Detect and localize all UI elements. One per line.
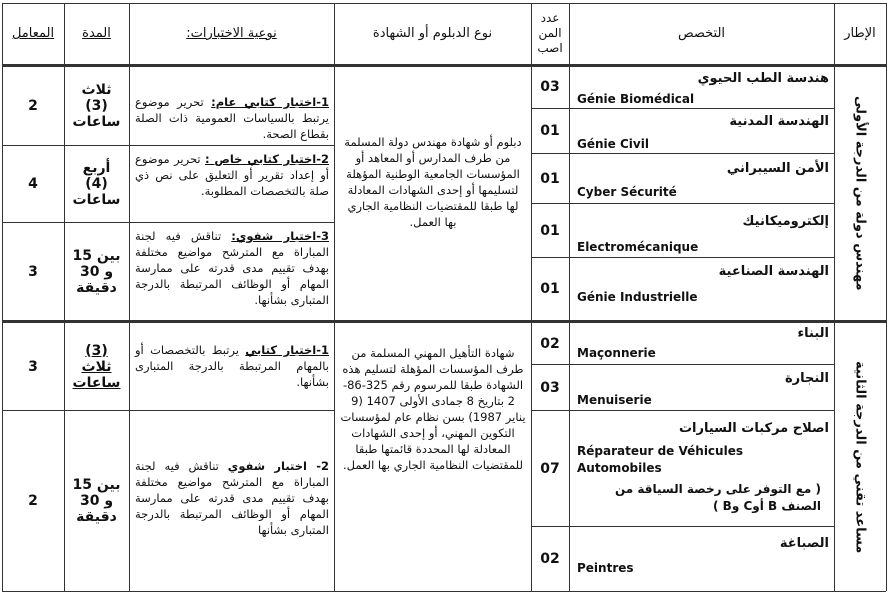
test-description bbox=[135, 342, 329, 390]
test-title: 2- اختبار شفوي bbox=[227, 459, 329, 473]
header-frame: الإطار bbox=[844, 26, 876, 41]
test-title: 2-اختبار كتابي خاص : bbox=[205, 152, 330, 166]
posts-count: 03 bbox=[540, 79, 560, 95]
test-coef: 2 bbox=[28, 97, 38, 114]
col-line bbox=[129, 3, 130, 591]
test-duration: بين 15 و 30 دقيقة bbox=[72, 477, 121, 525]
row-line bbox=[531, 203, 834, 204]
table-border-bottom bbox=[2, 591, 886, 592]
posts-count: 02 bbox=[540, 551, 560, 567]
specialty-fr: Peintres bbox=[577, 561, 634, 575]
posts-count: 02 bbox=[540, 335, 560, 352]
diploma-text: دبلوم أو شهادة مهندس دولة المسلمة من طرف المدارس أو المعاهد أو المؤسسات الجامعية الوطنية المؤهلة لتسليمها أو إحدى الشهادات المعادلة لها طبقا للمقتضيات النظامية الجاري بها العمل. bbox=[344, 135, 522, 229]
specialty-fr: Réparateur de Véhicules Automobiles bbox=[577, 444, 743, 475]
specialty-ar: الهندسة الصناعية bbox=[718, 264, 829, 279]
header-diploma: نوع الدبلوم أو الشهادة bbox=[372, 26, 493, 41]
row-line bbox=[531, 108, 834, 109]
test-title: 3-اختبار شفوي: bbox=[231, 229, 329, 243]
specialty-ar: الهندسة المدنية bbox=[729, 114, 829, 129]
test-title: 1-اختبار كتابي bbox=[245, 343, 329, 357]
specialty-fr: Maçonnerie bbox=[577, 346, 656, 360]
specialty-ar: البناء bbox=[797, 326, 829, 341]
test-description bbox=[135, 94, 329, 142]
frame-grade-2: مساعد تقني من الدرجة الثانية bbox=[852, 360, 868, 554]
specialty-ar: هندسة الطب الحيوي bbox=[697, 71, 829, 86]
posts-count: 01 bbox=[540, 222, 560, 239]
specialty-fr: Cyber Sécurité bbox=[577, 185, 677, 199]
specialty-fr: Génie Industrielle bbox=[577, 290, 698, 304]
test-text: تحرير موضوع أو إعداد تقرير أو التعليق على نص ذي صلة بالتخصصات المطلوبة. bbox=[135, 152, 329, 198]
row-line bbox=[531, 257, 834, 258]
test-coef: 3 bbox=[28, 263, 38, 280]
specialty-ar: الصباغة bbox=[779, 536, 829, 551]
test-description bbox=[135, 151, 329, 199]
specialty-fr: Menuiserie bbox=[577, 393, 652, 407]
test-description bbox=[135, 228, 329, 308]
test-text: تناقش فيه لجنة المباراة مع المترشح مواضيع مختلفة بهدف تقييم مدى قدرته على ممارسة المهام أو الوظائف المرتبطة بالدرجة المتبارى بشأنها bbox=[135, 459, 329, 537]
frame-grade-1: مهندس دولة من الدرجة الأولى bbox=[852, 95, 868, 291]
posts-count: 01 bbox=[540, 170, 560, 187]
posts-count: 03 bbox=[540, 379, 560, 396]
license-note: ( مع التوفر على رخصة السياقة من الصنف B أوC وB ) bbox=[614, 482, 821, 513]
posts-count: 01 bbox=[540, 281, 560, 297]
test-description bbox=[135, 458, 329, 538]
test-coef: 2 bbox=[28, 493, 38, 509]
header-posts: عدد المن اصب bbox=[537, 11, 563, 55]
specialty-fr: Génie Biomédical bbox=[577, 92, 695, 106]
header-specialty: التخصص bbox=[677, 26, 726, 41]
specialty-ar: اصلاح مركبات السيارات bbox=[678, 421, 829, 436]
diploma-text: شهادة التأهيل المهني المسلمة من طرف المؤسسات المؤهلة لتسليم هذه الشهادة طبقا للمرسوم رقم 325-86-2 بتاريخ 8 جمادى الأولى 1407 (9 يناير 1987) بسن نظام عام لمؤسسات التكوين المهني، أو إحدى الشهادات المعادلة لها المحددة قائمتها طبقا للمقتضيات النظامية الجاري بها العمل. bbox=[340, 346, 526, 472]
test-duration: ثلاث (3) ساعات bbox=[72, 81, 121, 130]
row-line bbox=[531, 410, 834, 411]
header-tests: نوعية الاختبارات: bbox=[186, 26, 277, 41]
specialty-ar: الأمن السيبراني bbox=[726, 161, 829, 176]
test-duration: (3) ثلاث ساعات bbox=[72, 342, 121, 391]
header-coef: المعامل bbox=[11, 26, 55, 41]
test-duration: أربع (4) ساعات bbox=[72, 160, 121, 208]
test-duration: بين 15 و 30 دقيقة bbox=[72, 247, 121, 296]
col-line bbox=[886, 3, 887, 591]
specialty-fr: Génie Civil bbox=[577, 137, 649, 151]
col-line bbox=[334, 3, 335, 591]
specialty-ar: إلكتروميكانيك bbox=[742, 214, 829, 229]
test-coef: 4 bbox=[28, 176, 38, 192]
row-line bbox=[531, 526, 834, 527]
row-line bbox=[531, 364, 834, 365]
section-divider bbox=[2, 320, 886, 323]
row-line bbox=[531, 153, 834, 154]
test-text: تناقش فيه لجنة المباراة مع المترشح مواضيع مختلفة بهدف تقييم مدى قدرته على ممارسة المهام أو الوظائف المرتبطة بالدرجة المتبارى بشأنها. bbox=[135, 229, 329, 307]
header-divider bbox=[2, 64, 886, 67]
specialty-fr: Electromécanique bbox=[577, 240, 699, 254]
col-line bbox=[569, 3, 570, 591]
test-text: تحرير موضوع يرتبط بالسياسات العمومية ذات الصلة بقطاع الصحة. bbox=[135, 95, 329, 141]
header-duration: المدة bbox=[82, 26, 111, 41]
posts-count: 07 bbox=[540, 460, 560, 477]
col-line bbox=[834, 3, 835, 591]
test-text: يرتبط بالتخصصات أو بالمهام المرتبطة بالدرجة المتبارى بشأنها. bbox=[135, 343, 329, 389]
test-title: 1-اختبار كتابي عام: bbox=[211, 95, 329, 109]
posts-count: 01 bbox=[540, 123, 560, 139]
test-coef: 3 bbox=[28, 358, 38, 375]
specialty-ar: النجارة bbox=[784, 371, 829, 386]
